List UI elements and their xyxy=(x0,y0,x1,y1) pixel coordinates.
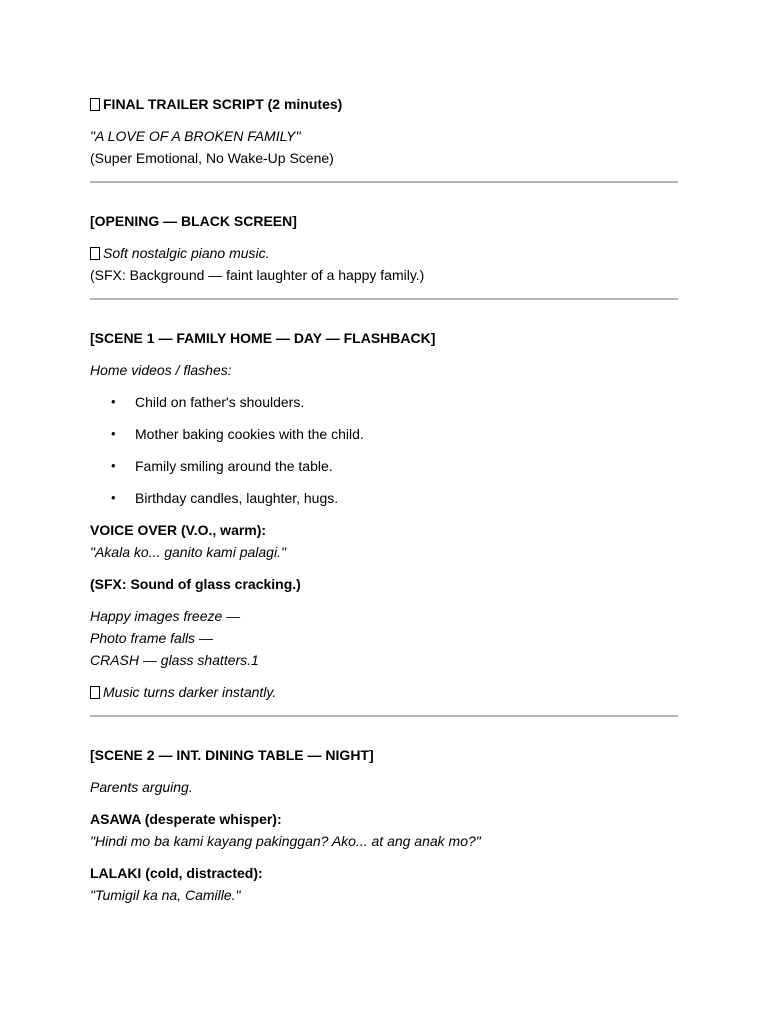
list-item: • Child on father's shoulders. xyxy=(90,391,678,413)
script-subtitle: "A LOVE OF A BROKEN FAMILY" xyxy=(90,128,301,144)
scene1-music: Music turns darker instantly. xyxy=(90,681,678,703)
scene1-heading: [SCENE 1 — FAMILY HOME — DAY — FLASHBACK] xyxy=(90,330,436,346)
divider xyxy=(90,715,678,717)
opening-music: Soft nostalgic piano music. xyxy=(90,242,678,264)
scene2-asawa-line: "Hindi mo ba kami kayang pakinggan? Ako... at ang anak mo?" xyxy=(90,833,481,849)
scene1-intro: Home videos / flashes: xyxy=(90,362,232,378)
scene1-vo-label: VOICE OVER (V.O., warm): xyxy=(90,522,267,538)
list-item: • Mother baking cookies with the child. xyxy=(90,423,678,445)
music-note-icon xyxy=(90,686,100,699)
divider xyxy=(90,181,678,183)
list-item: • Birthday candles, laughter, hugs. xyxy=(90,487,678,509)
scene1-action-1: Happy images freeze — xyxy=(90,608,241,624)
script-title: FINAL TRAILER SCRIPT (2 minutes) xyxy=(90,93,678,115)
scene1-action-3: CRASH — glass shatters.1 xyxy=(90,652,259,668)
scene1-sfx: (SFX: Sound of glass cracking.) xyxy=(90,576,301,592)
list-item: • Family smiling around the table. xyxy=(90,455,678,477)
scene2-asawa-label: ASAWA (desperate whisper): xyxy=(90,811,282,827)
divider xyxy=(90,298,678,300)
scene1-bullet-list xyxy=(90,391,678,509)
music-note-icon xyxy=(90,247,100,260)
script-subtitle-note: (Super Emotional, No Wake-Up Scene) xyxy=(90,150,334,166)
opening-heading: [OPENING — BLACK SCREEN] xyxy=(90,213,297,229)
scene1-action-2: Photo frame falls — xyxy=(90,630,213,646)
scene1-vo-line: "Akala ko... ganito kami palagi." xyxy=(90,544,286,560)
scene2-intro: Parents arguing. xyxy=(90,779,193,795)
clapper-icon xyxy=(90,98,100,111)
scene2-heading: [SCENE 2 — INT. DINING TABLE — NIGHT] xyxy=(90,747,374,763)
scene2-lalaki-label: LALAKI (cold, distracted): xyxy=(90,865,263,881)
scene2-lalaki-line: "Tumigil ka na, Camille." xyxy=(90,887,241,903)
script-content xyxy=(90,93,678,906)
opening-sfx: (SFX: Background — faint laughter of a happy family.) xyxy=(90,267,425,283)
